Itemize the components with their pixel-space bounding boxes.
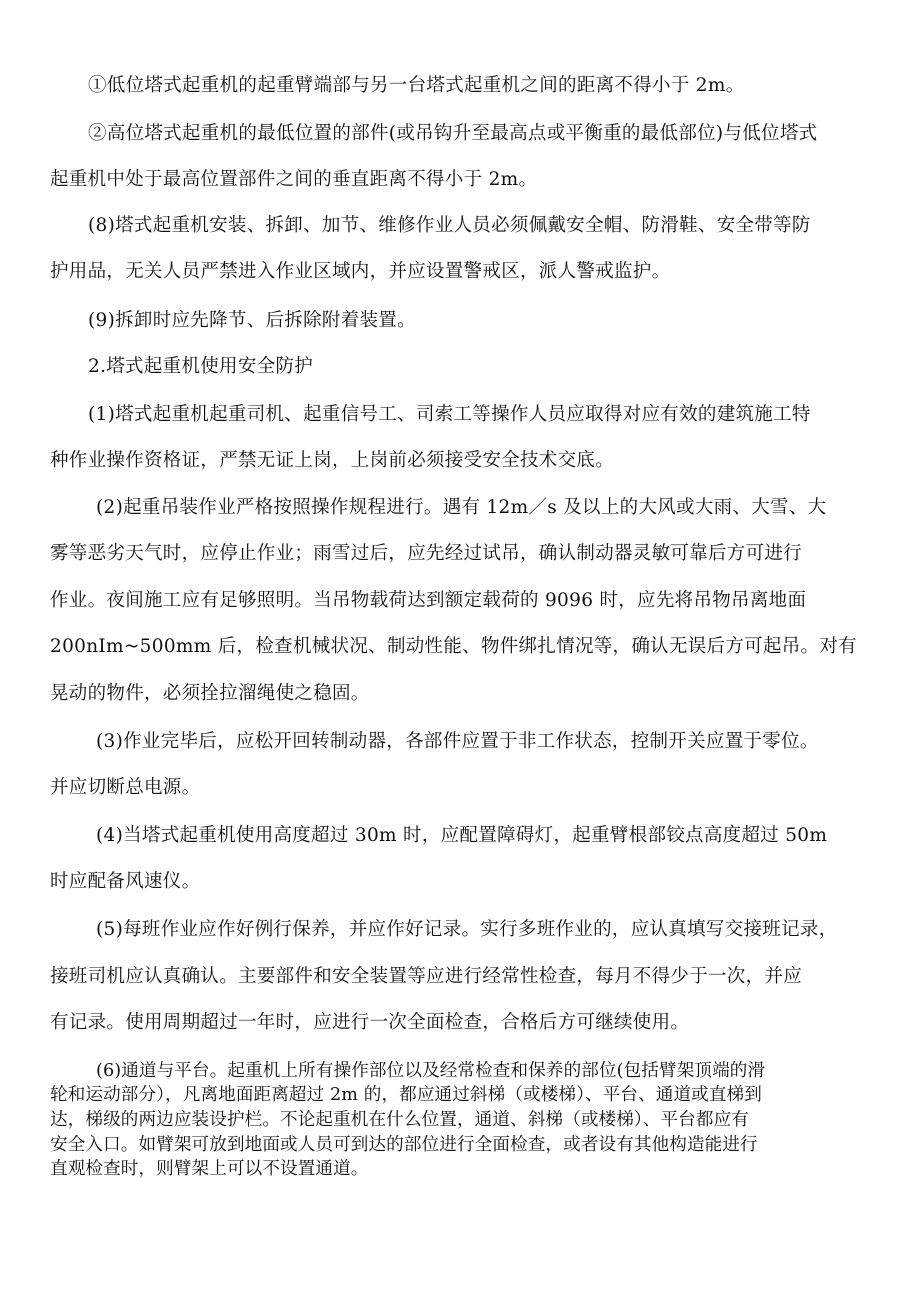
paragraph-line: (2)起重吊装作业严格按照操作规程进行。遇有 12m／s 及以上的大风或大雨、大雪、大: [96, 497, 827, 518]
paragraph-line: (8)塔式起重机安装、拆卸、加节、维修作业人员必须佩戴安全帽、防滑鞋、安全带等防: [88, 215, 811, 236]
paragraph-line: ①低位塔式起重机的起重臂端部与另一台塔式起重机之间的距离不得小于 2m。: [88, 75, 745, 96]
paragraph-line: 200nIm~500mm 后，检查机械状况、制动性能、物件绑扎情况等，确认无误后方可起吊。对有: [50, 636, 857, 657]
paragraph-line: 起重机中处于最高位置部件之间的垂直距离不得小于 2m。: [50, 169, 538, 190]
paragraph-line: ②高位塔式起重机的最低位置的部件(或吊钩升至最高点或平衡重的最低部位)与低位塔式: [88, 123, 818, 144]
paragraph-line: 时应配备风速仪。: [50, 871, 201, 892]
paragraph-line: 并应切断总电源。: [50, 777, 201, 798]
paragraph-line: 护用品，无关人员严禁进入作业区域内，并应设置警戒区，派人警戒监护。: [50, 261, 671, 282]
paragraph-line: (9)拆卸时应先降节、后拆除附着装置。: [88, 310, 416, 331]
paragraph-line: 安全入口。如臂架可放到地面或人员可到达的部位进行全面检查，或者设有其他构造能进行: [50, 1135, 758, 1155]
paragraph-line: (4)当塔式起重机使用高度超过 30m 时，应配置障碍灯，起重臂根部铰点高度超过 50m: [96, 825, 828, 846]
paragraph-line: (6)通道与平台。起重机上所有操作部位以及经常检查和保养的部位(包括臂架顶端的滑: [96, 1061, 766, 1081]
paragraph-line: (1)塔式起重机起重司机、起重信号工、司索工等操作人员应取得对应有效的建筑施工特: [88, 404, 811, 425]
paragraph-line: 接班司机应认真确认。主要部件和安全装置等应进行经常性检查，每月不得少于一次，并应: [50, 966, 803, 987]
paragraph-line: 雾等恶劣天气时，应停止作业；雨雪过后，应先经过试吊，确认制动器灵敏可靠后方可进行: [50, 543, 803, 564]
paragraph-line: 有记录。使用周期超过一年时，应进行一次全面检查，合格后方可继续使用。: [50, 1012, 690, 1033]
paragraph-line: 直观检查时，则臂架上可以不设置通道。: [50, 1159, 369, 1179]
paragraph-line: 作业。夜间施工应有足够照明。当吊物载荷达到额定载荷的 9096 时，应先将吊物吊离地面: [50, 590, 807, 611]
paragraph-line: 种作业操作资格证，严禁无证上岗，上岗前必须接受安全技术交底。: [50, 450, 615, 471]
paragraph-line: (3)作业完毕后，应松开回转制动器，各部件应置于非工作状态，控制开关应置于零位。: [96, 731, 819, 752]
paragraph-line: 轮和运动部分），凡离地面距离超过 2m 的，都应通过斜梯（或楼梯）、平台、通道或直梯到: [50, 1085, 762, 1105]
paragraph-line: 达，梯级的两边应装设护栏。不论起重机在什么位置，通道、斜梯（或楼梯）、平台都应有: [50, 1110, 749, 1130]
paragraph-line: 晃动的物件，必须拴拉溜绳使之稳固。: [50, 683, 370, 704]
section-heading: 2.塔式起重机使用安全防护: [88, 356, 314, 377]
paragraph-line: (5)每班作业应作好例行保养，并应作好记录。实行多班作业的，应认真填写交接班记录，: [96, 919, 838, 940]
